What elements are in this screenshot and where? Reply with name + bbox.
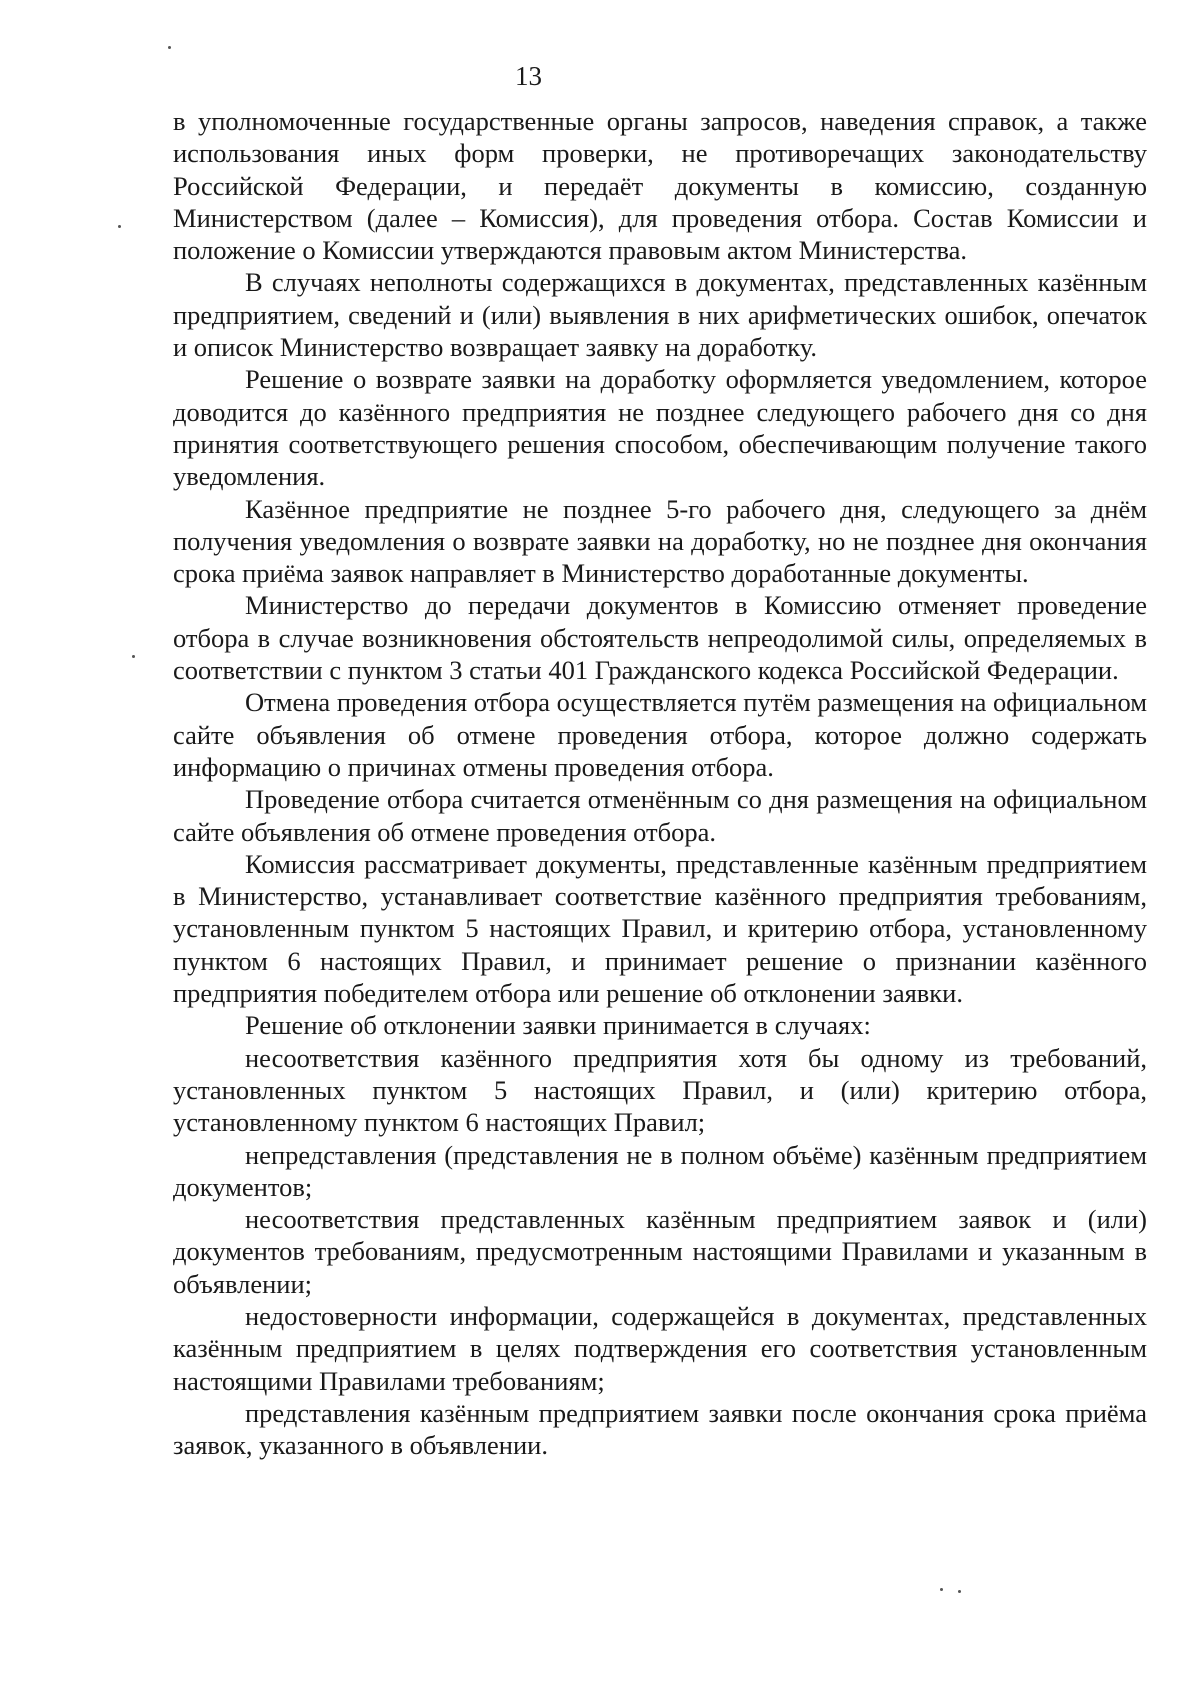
paragraph: Отмена проведения отбора осуществляется путём размещения на официальном сайте объявления об отмене проведения отбора, которое должно содержать информацию о причинах отмены проведения отбора. [173, 687, 1147, 782]
paragraph: в уполномоченные государственные органы запросов, наведения справок, а также использования иных форм проверки, не противоречащих законодательству Российской Федерации, и передаёт документы в комиссию, созданную Министерством (далее – Комиссия), для проведения отбора. Состав Комиссии и положение о Комиссии утверждаются правовым актом Министерства. [173, 106, 1147, 266]
document-body [173, 105, 1147, 1461]
scan-speck [132, 655, 135, 658]
list-item: несоответствия представленных казённым предприятием заявок и (или) документов требованиям, предусмотренным настоящими Правилами и указанным в объявлении; [173, 1204, 1147, 1299]
paragraph: Министерство до передачи документов в Комиссию отменяет проведение отбора в случае возникновения обстоятельств непреодолимой силы, определяемых в соответствии с пунктом 3 статьи 401 Гражданского кодекса Российской Федерации. [173, 590, 1147, 686]
list-item: представления казённым предприятием заявки после окончания срока приёма заявок, указанного в объявлении. [173, 1397, 1147, 1461]
paragraph: Комиссия рассматривает документы, представленные казённым предприятием в Министерство, устанавливает соответствие казённого предприятия требованиям, установленным пунктом 5 настоящих Правил, и критерию отбора, установленному пунктом 6 настоящих Правил, и принимает решение о признании казённого предприятия победителем отбора или решение об отклонении заявки. [173, 848, 1147, 1009]
paragraph: Решение об отклонении заявки принимается в случаях: [245, 1010, 871, 1041]
scan-speck [168, 46, 171, 49]
scan-speck [940, 1588, 943, 1591]
list-item: несоответствия казённого предприятия хотя бы одному из требований, установленных пунктом 5 настоящих Правил, и (или) критерию отбора, установленному пунктом 6 настоящих Правил; [173, 1042, 1147, 1138]
scan-speck [118, 225, 121, 228]
paragraph: Решение о возврате заявки на доработку оформляется уведомлением, которое доводится до казённого предприятия не позднее следующего рабочего дня со дня принятия соответствующего решения способом, обеспечивающим получение такого уведомления. [173, 364, 1147, 492]
list-item: недостоверности информации, содержащейся в документах, представленных казённым предприятием в целях подтверждения его соответствия установленным настоящими Правилами требованиям; [173, 1300, 1147, 1396]
list-item: непредставления (представления не в полном объёме) казённым предприятием документов; [173, 1139, 1147, 1202]
page-number: 13 [515, 61, 542, 91]
paragraph: Казённое предприятие не позднее 5-го рабочего дня, следующего за днём получения уведомления о возврате заявки на доработку, но не позднее дня окончания срока приёма заявок направляет в Министерство доработанные документы. [173, 493, 1147, 589]
scan-speck [958, 1590, 961, 1593]
paragraph: В случаях неполноты содержащихся в документах, представленных казённым предприятием, сведений и (или) выявления в них арифметических ошибок, опечаток и описок Министерство возвращает заявку на доработку. [173, 267, 1147, 363]
paragraph: Проведение отбора считается отменённым со дня размещения на официальном сайте объявления об отмене проведения отбора. [173, 784, 1147, 847]
